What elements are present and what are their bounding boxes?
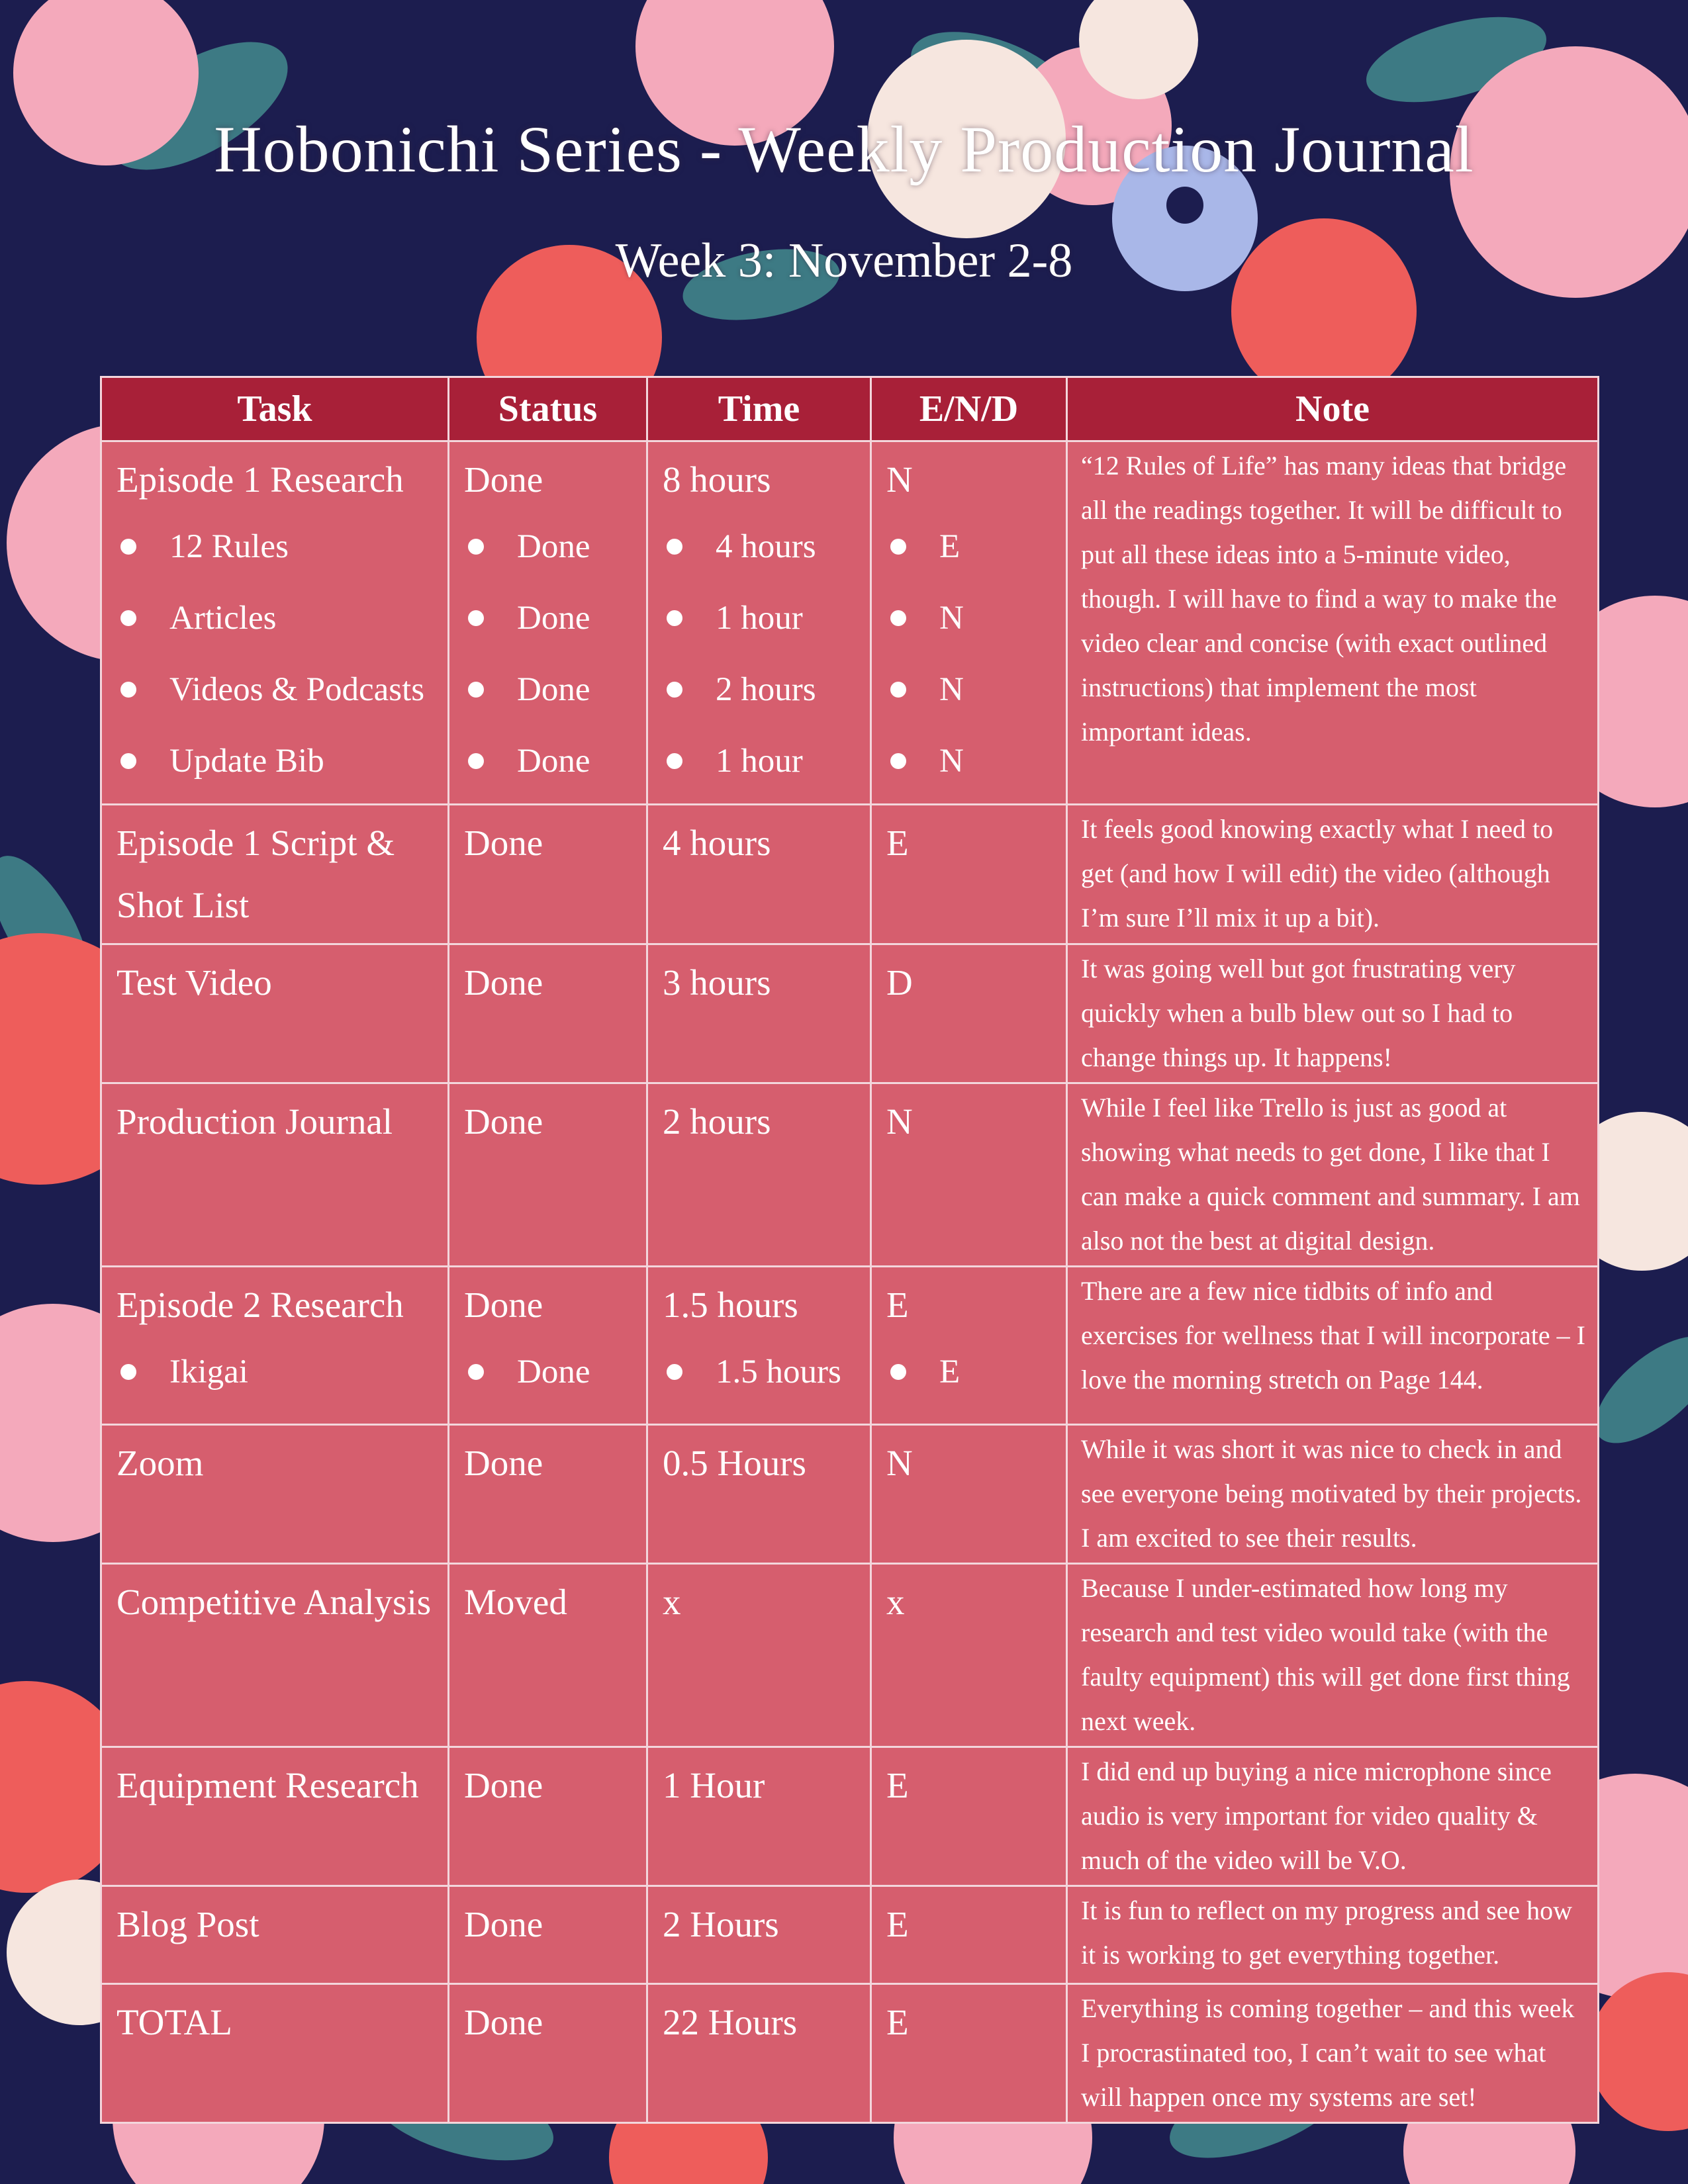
task-cell: TOTAL [101,1984,449,2123]
note-cell: “12 Rules of Life” has many ideas that bridge all the readings together. It will be difficult to put all these ideas into a 5-minute video, though. I will have to find a way to make the video clear and concise (with exact outlined instructions) that implement the most important ideas. [1067,441,1599,805]
note-cell: It feels good knowing exactly what I need to get (and how I will edit) the video (although I’m sure I’ll mix it up a bit). [1067,805,1599,944]
header-time: Time [647,377,871,441]
task-cell: Zoom [101,1425,449,1564]
time-value: 1.5 hours [663,1285,798,1325]
total-row [101,1984,1599,2123]
time-cell: 22 Hours [647,1984,871,2123]
note-cell: Because I under-estimated how long my research and test video would take (with the faulty equipment) this will get done first thing next week. [1067,1564,1599,1747]
end-cell [871,441,1067,805]
subtask-end: N [886,582,1051,654]
subtask-label: 12 Rules [117,511,433,582]
note-cell: It was going well but got frustrating very quickly when a bulb blew out so I had to change things up. It happens! [1067,944,1599,1083]
time-cell: 3 hours [647,944,871,1083]
task-label: Episode 2 Research [117,1285,404,1325]
subtask-status: Done [464,1336,632,1408]
subtask-label: Videos & Podcasts [117,654,433,725]
end-cell: E [871,1984,1067,2123]
table-row [101,441,1599,805]
status-cell [449,1267,647,1425]
status-cell: Done [449,1984,647,2123]
status-cell [449,441,647,805]
header-status: Status [449,377,647,441]
status-cell: Done [449,805,647,944]
end-cell: N [871,1425,1067,1564]
note-cell: There are a few nice tidbits of info and exercises for wellness that I will incorporate – I love the morning stretch on Page 144. [1067,1267,1599,1425]
subtask-end: N [886,725,1051,797]
time-cell: x [647,1564,871,1747]
status-cell: Done [449,1425,647,1564]
task-label: Episode 1 Research [117,459,404,500]
table-row [101,1083,1599,1267]
header-row [101,377,1599,441]
note-cell: I did end up buying a nice microphone since audio is very important for video quality & much of the video will be V.O. [1067,1747,1599,1886]
subtask-label: Ikigai [117,1336,433,1408]
end-cell: E [871,1886,1067,1984]
table-row [101,805,1599,944]
task-cell: Production Journal [101,1083,449,1267]
end-cell: E [871,1747,1067,1886]
time-cell: 2 Hours [647,1886,871,1984]
subtask-status: Done [464,511,632,582]
subtask-end: E [886,1336,1051,1408]
status-value: Done [464,1285,543,1325]
note-cell: Everything is coming together – and this week I procrastinated too, I can’t wait to see what will happen once my systems are set! [1067,1984,1599,2123]
subtask-end: N [886,654,1051,725]
status-cell: Moved [449,1564,647,1747]
time-cell [647,1267,871,1425]
subtask-status: Done [464,582,632,654]
time-cell: 0.5 Hours [647,1425,871,1564]
status-cell: Done [449,944,647,1083]
subtask-time: 2 hours [663,654,855,725]
end-cell [871,1267,1067,1425]
header-note: Note [1067,377,1599,441]
status-cell: Done [449,1083,647,1267]
task-cell: Competitive Analysis [101,1564,449,1747]
end-cell: E [871,805,1067,944]
subtask-time: 4 hours [663,511,855,582]
time-cell: 4 hours [647,805,871,944]
table-row [101,1747,1599,1886]
table-row [101,1425,1599,1564]
time-cell: 1 Hour [647,1747,871,1886]
status-value: Done [464,459,543,500]
status-cell: Done [449,1747,647,1886]
subtask-status: Done [464,654,632,725]
page-title: Hobonichi Series - Weekly Production Journal [214,113,1474,186]
subtask-status: Done [464,725,632,797]
subtask-time: 1 hour [663,582,855,654]
time-cell [647,441,871,805]
production-table [100,376,1599,2124]
table-row [101,1886,1599,1984]
end-cell: x [871,1564,1067,1747]
week-subtitle: Week 3: November 2-8 [615,234,1073,288]
subtask-label: Articles [117,582,433,654]
time-value: 8 hours [663,459,771,500]
status-cell: Done [449,1886,647,1984]
end-value: N [886,459,913,500]
note-cell: It is fun to reflect on my progress and see how it is working to get everything together. [1067,1886,1599,1984]
header-task: Task [101,377,449,441]
task-cell: Episode 1 Script & Shot List [101,805,449,944]
table-row [101,1564,1599,1747]
note-cell: While I feel like Trello is just as good at showing what needs to get done, I like that I can make a quick comment and summary. I am also not the best at digital design. [1067,1083,1599,1267]
table-row [101,1267,1599,1425]
task-cell: Equipment Research [101,1747,449,1886]
subtask-time: 1 hour [663,725,855,797]
time-cell: 2 hours [647,1083,871,1267]
task-cell [101,1267,449,1425]
note-cell: While it was short it was nice to check in and see everyone being motivated by their projects. I am excited to see their results. [1067,1425,1599,1564]
subtask-end: E [886,511,1051,582]
task-cell [101,441,449,805]
header-end: E/N/D [871,377,1067,441]
subtask-label: Update Bib [117,725,433,797]
table-row [101,944,1599,1083]
task-cell: Blog Post [101,1886,449,1984]
subtask-time: 1.5 hours [663,1336,855,1408]
end-cell: N [871,1083,1067,1267]
end-value: E [886,1285,909,1325]
task-cell: Test Video [101,944,449,1083]
end-cell: D [871,944,1067,1083]
